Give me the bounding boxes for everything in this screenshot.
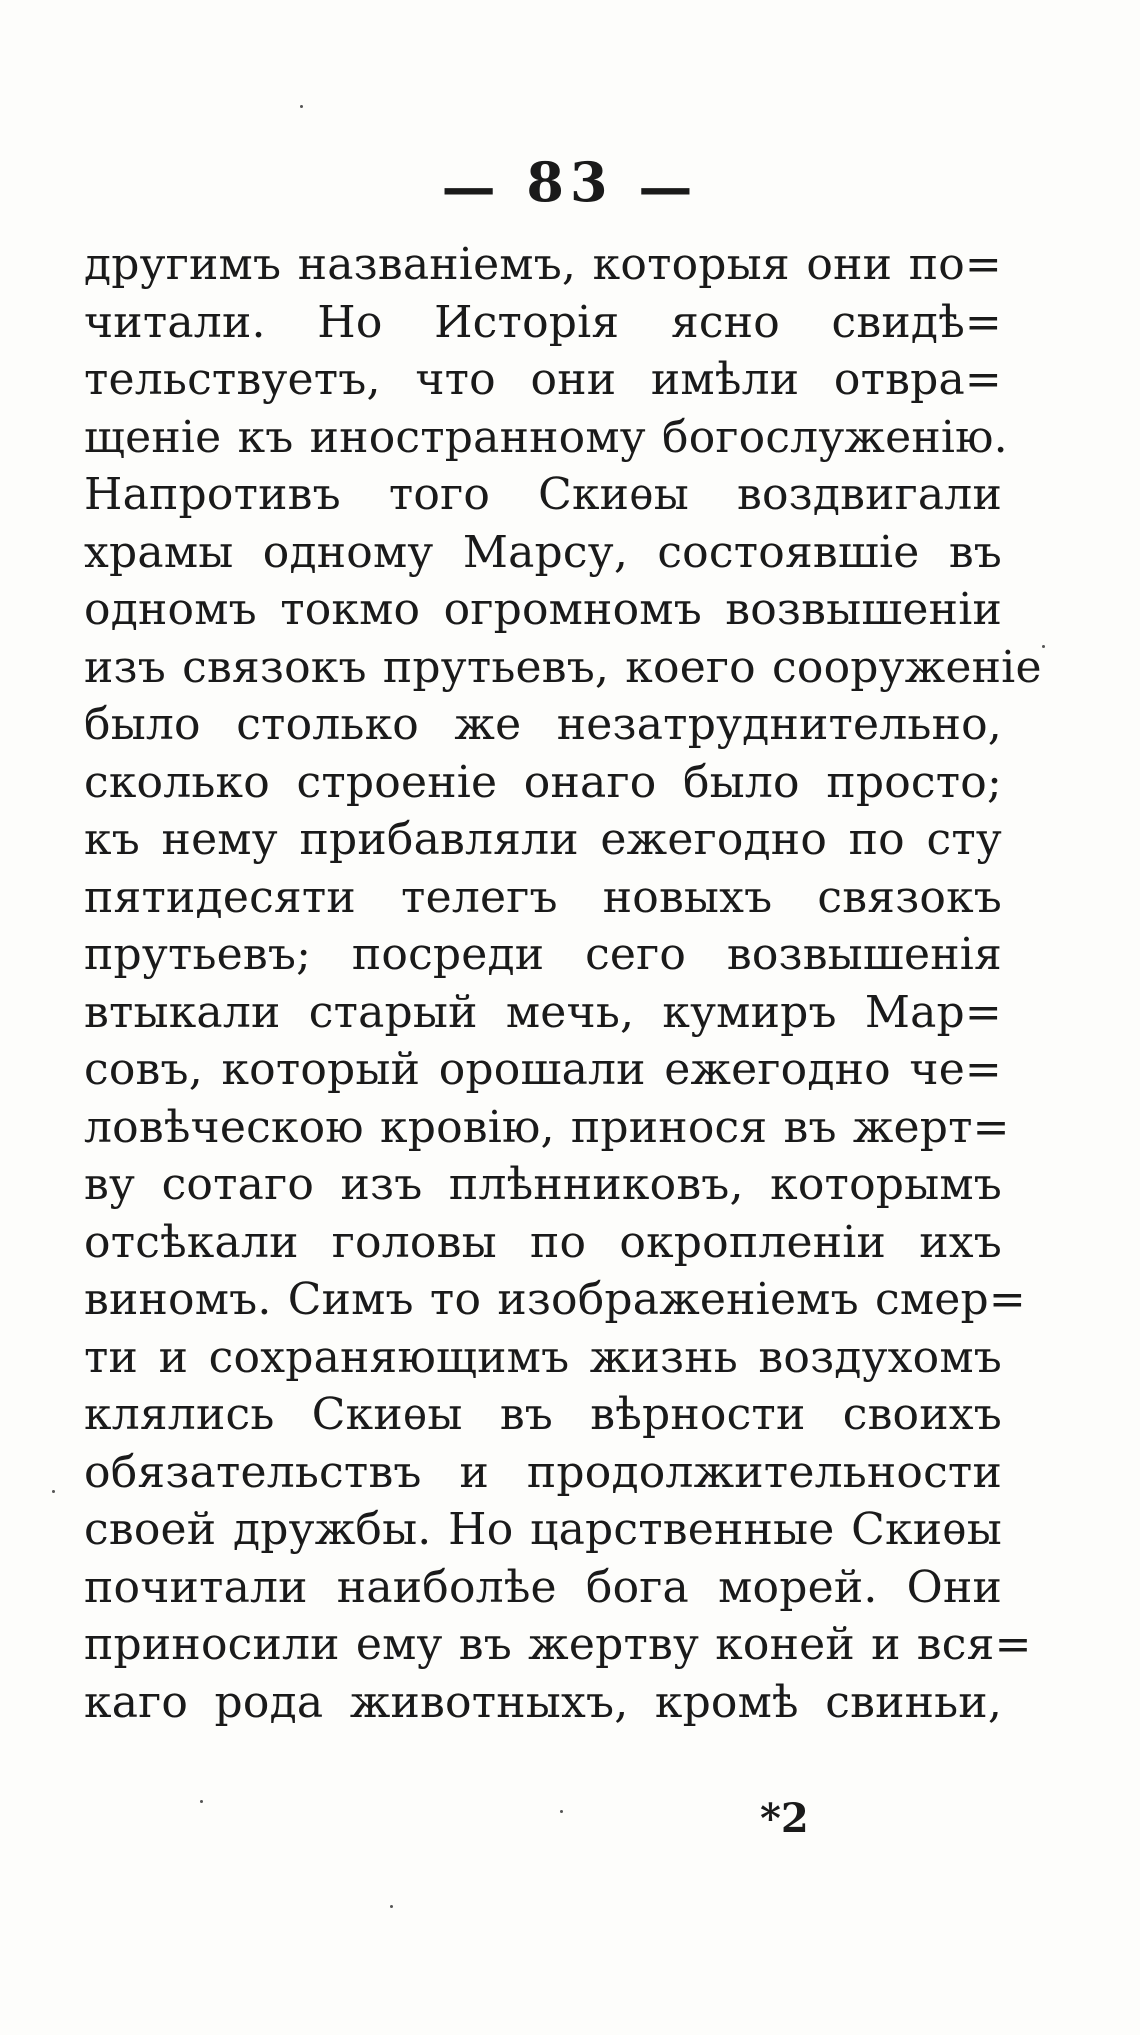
signature-mark: *2: [760, 1795, 809, 1842]
text-line: каго рода животныхъ, кромѣ свиньи,: [84, 1676, 1002, 1728]
text-line: другимъ названіемъ, которыя они по=: [84, 239, 1002, 290]
text-line: клялись Скиѳы въ вѣрности своихъ: [84, 1389, 1002, 1440]
text-line: къ нему прибавляли ежегодно по сту: [84, 814, 1002, 865]
text-line: отсѣкали головы по окропленіи ихъ: [84, 1216, 1002, 1268]
text-line: своей дружбы. Но царственные Скиѳы: [84, 1504, 1002, 1555]
text-line: ву сотаго изъ плѣнниковъ, которымъ: [84, 1159, 1002, 1210]
body-text: [84, 236, 1042, 1731]
text-line: храмы одному Марсу, состоявшіе въ: [84, 526, 1002, 578]
print-speck: [560, 1810, 563, 1813]
text-line: виномъ. Симъ то изображеніемъ смер=: [84, 1274, 1026, 1325]
text-line: читали. Но Исторія ясно свидѣ=: [84, 296, 1002, 348]
text-line: обязательствъ и продолжительности: [84, 1446, 1002, 1498]
page-header: [0, 150, 1140, 219]
text-line: пятидесяти телегъ новыхъ связокъ: [84, 871, 1002, 923]
text-line: тельствуетъ, что они имѣли отвра=: [84, 354, 1002, 405]
text-line: изъ связокъ прутьевъ, коего сооруженіе: [84, 641, 1042, 693]
text-line: ловѣческою кровію, принося въ жерт=: [84, 1101, 1010, 1153]
header-right-dash: —: [638, 154, 699, 219]
page-number: 83: [526, 150, 614, 214]
text-line: совъ, который орошали ежегодно че=: [84, 1044, 1002, 1095]
print-speck: [390, 1905, 393, 1908]
text-line: щеніе къ иностранному богослуженію.: [84, 411, 1008, 463]
text-line: втыкали старый мечь, кумиръ Мар=: [84, 986, 1002, 1038]
text-line: было столько же незатруднительно,: [84, 699, 1002, 750]
text-line: прутьевъ; посреди сего возвышенія: [84, 929, 1002, 980]
header-left-dash: —: [441, 154, 502, 219]
text-line: Напротивъ того Скиѳы воздвигали: [84, 469, 1002, 520]
text-line: приносили ему въ жертву коней и вся=: [84, 1619, 1032, 1670]
text-line: одномъ токмо огромномъ возвышеніи: [84, 584, 1002, 635]
text-line: сколько строеніе онаго было просто;: [84, 756, 1002, 808]
print-speck: [1042, 645, 1045, 648]
text-line: ти и сохраняющимъ жизнь воздухомъ: [84, 1331, 1002, 1383]
print-speck: [300, 105, 303, 108]
print-speck: [200, 1800, 203, 1803]
print-speck: [52, 1490, 55, 1493]
text-line: почитали наиболѣе бога морей. Они: [84, 1561, 1002, 1613]
